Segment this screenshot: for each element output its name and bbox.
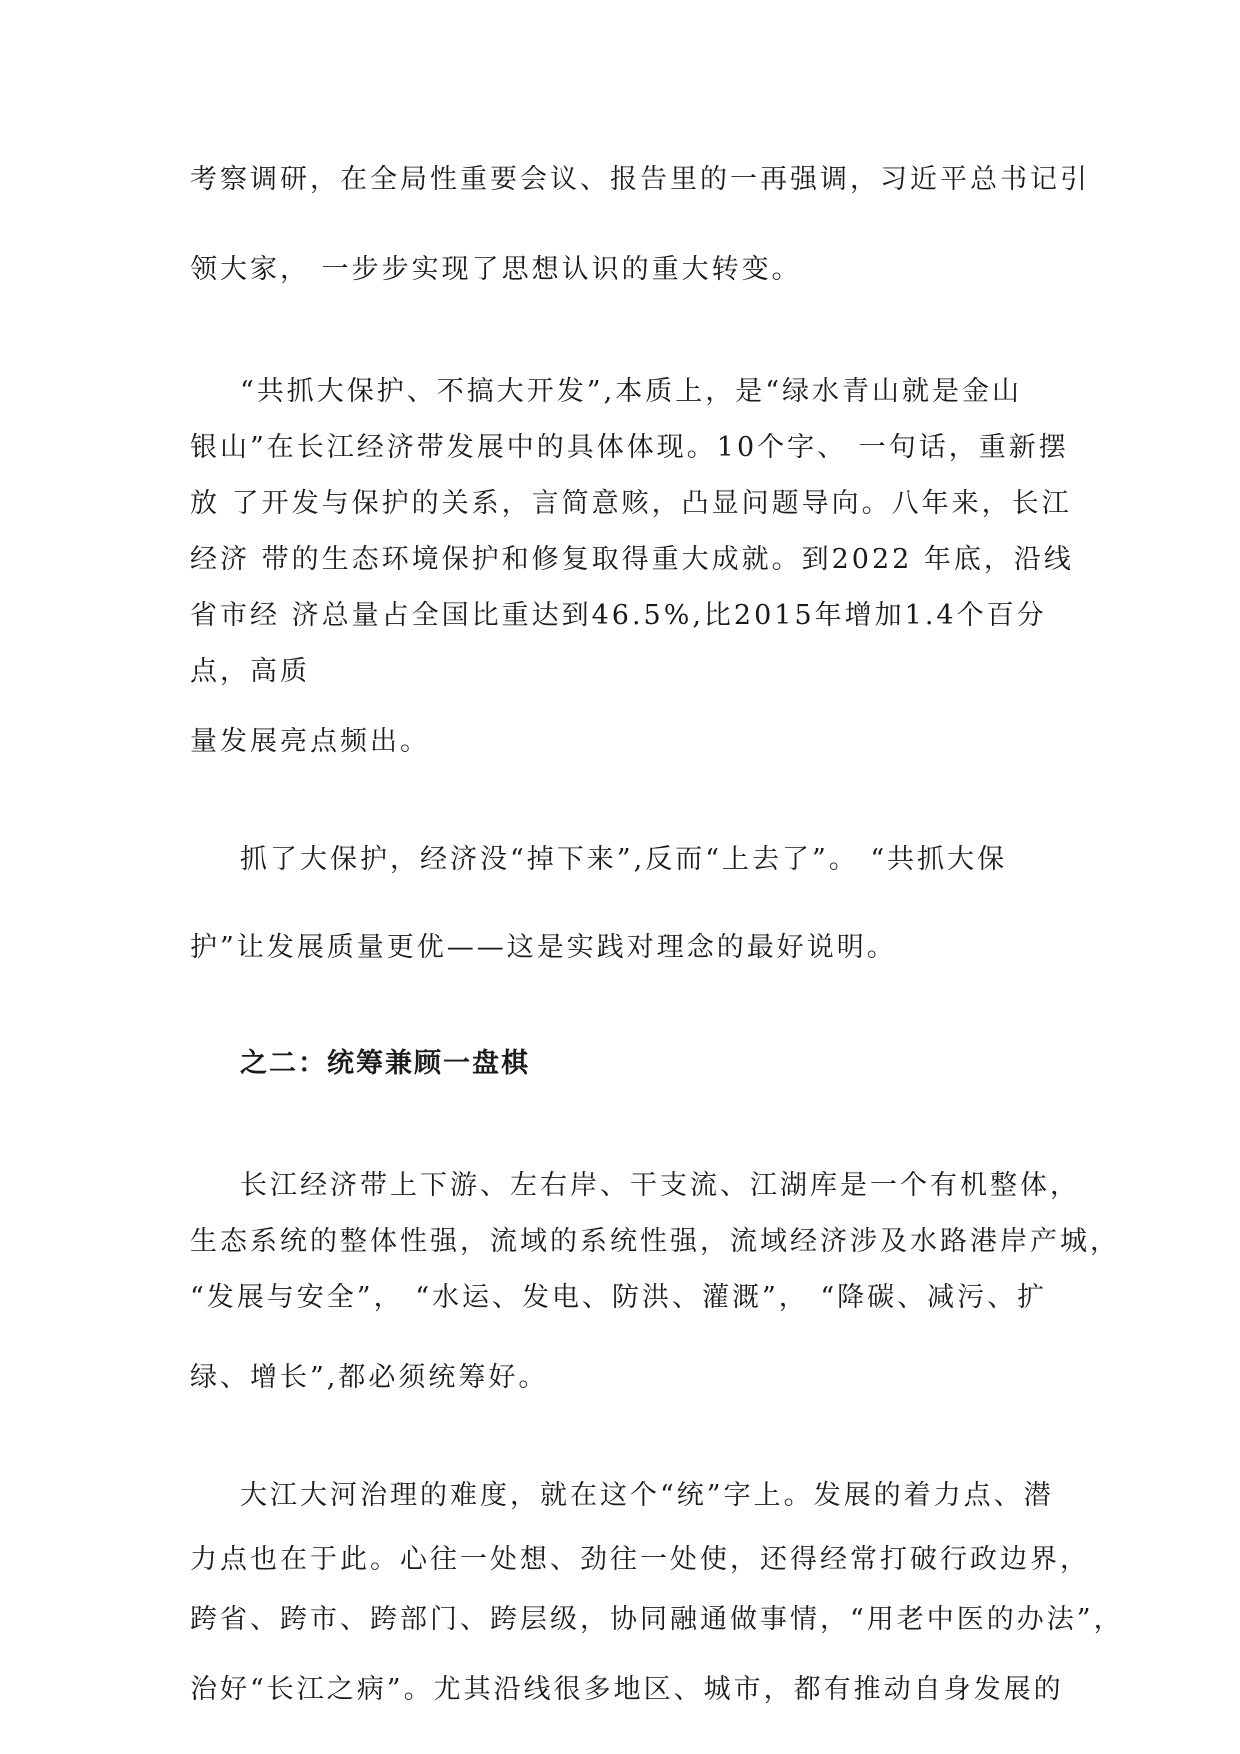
text-line: “共抓大保护、不搞大开发”,本质上，是“绿水青山就是金山 [240, 376, 1022, 407]
text-line: 大江大河治理的难度，就在这个“统”字上。发展的着力点、潜 [240, 1480, 1054, 1511]
text-line: 银山”在长江经济带发展中的具体体现。10个字、 一句话，重新摆 [190, 432, 1069, 463]
text-line: 生态系统的整体性强，流域的系统性强，流域经济涉及水路港岸产城， [190, 1226, 1120, 1257]
text-line: 治好“长江之病”。尤其沿线很多地区、城市，都有推动自身发展的 [190, 1674, 1064, 1705]
text-line: 力点也在于此。心往一处想、劲往一处使，还得经常打破行政边界， [190, 1544, 1090, 1575]
text-line: 经济 带的生态环境保护和修复取得重大成就。到2022 年底，沿线 [190, 544, 1074, 575]
text-line: 护”让发展质量更优——这是实践对理念的最好说明。 [190, 932, 897, 963]
section-heading: 之二：统筹兼顾一盘棋 [240, 1048, 530, 1079]
text-line: “发展与安全”， “水运、发电、防洪、灌溉”， “降碳、减污、扩 [190, 1282, 1048, 1313]
text-line: 抓了大保护，经济没“掉下来”,反而“上去了”。 “共抓大保 [240, 844, 1008, 875]
text-line: 省市经 济总量占全国比重达到46.5%,比2015年增加1.4个百分 [190, 600, 1047, 631]
text-line: 考察调研，在全局性重要会议、报告里的一再强调，习近平总书记引 [190, 164, 1090, 195]
text-line: 领大家， 一步步实现了思想认识的重大转变。 [190, 254, 802, 285]
text-line: 跨省、跨市、跨部门、跨层级，协同融通做事情，“用老中医的办法”， [190, 1604, 1124, 1635]
text-line: 放 了开发与保护的关系，言简意赅，凸显问题导向。八年来，长江 [190, 488, 1072, 519]
text-line: 绿、增长”,都必须统筹好。 [190, 1362, 549, 1393]
text-line: 量发展亮点频出。 [190, 726, 430, 757]
text-line: 长江经济带上下游、左右岸、干支流、江湖库是一个有机整体， [240, 1170, 1080, 1201]
text-line: 点，高质 [190, 656, 310, 687]
